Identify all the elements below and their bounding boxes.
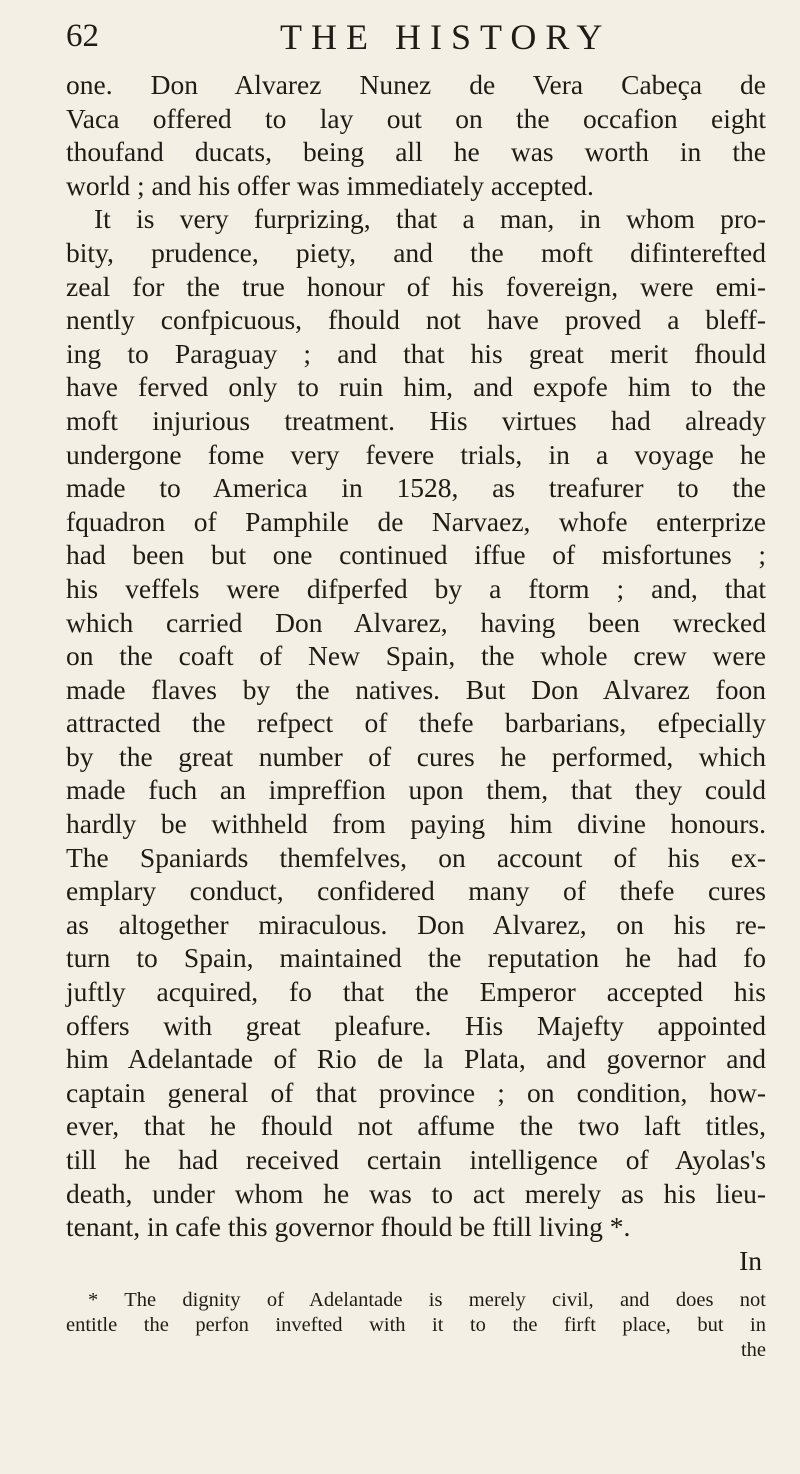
footnote bbox=[66, 1288, 766, 1363]
text-line: undergone fome very fevere trials, in a voyage he bbox=[66, 438, 766, 470]
text-line: bity, prudence, piety, and the moft difinterefted bbox=[66, 236, 766, 268]
text-line: moft injurious treatment. His virtues had already bbox=[66, 404, 766, 436]
text-line: hardly be withheld from paying him divine honours. bbox=[66, 808, 766, 840]
running-title: THE HISTORY bbox=[280, 17, 612, 57]
text-line: till he had received certain intelligence of Ayolas's bbox=[66, 1144, 766, 1175]
text-line: The Spaniards themfelves, on account of his ex- bbox=[66, 841, 766, 873]
text-line: juftly acquired, fo that the Emperor accepted his bbox=[66, 976, 766, 1008]
footnote-line: * The dignity of Adelantade is merely civil, and does not bbox=[88, 1289, 766, 1311]
text-line: had been but one continued iffue of misfortunes ; bbox=[66, 539, 766, 571]
text-line: thoufand ducats, being all he was worth in the bbox=[66, 136, 766, 168]
text-line: have ferved only to ruin him, and expofe him to the bbox=[66, 371, 766, 403]
text-line: made flaves by the natives. But Don Alvarez foon bbox=[66, 673, 766, 705]
text-line: which carried Don Alvarez, having been wrecked bbox=[66, 606, 766, 638]
text-line: ing to Paraguay ; and that his great merit fhould bbox=[66, 337, 766, 369]
text-line: as altogether miraculous. Don Alvarez, on his re- bbox=[66, 908, 766, 940]
text-line: zeal for the true honour of his fovereign, were emi- bbox=[66, 270, 766, 302]
text-line: him Adelantade of Rio de la Plata, and governor and bbox=[66, 1043, 766, 1075]
footnote-catchword: the bbox=[740, 1339, 766, 1361]
text-line: tenant, in cafe this governor fhould be ftill living *. bbox=[66, 1211, 631, 1243]
text-line: offers with great pleafure. His Majefty appointed bbox=[66, 1009, 766, 1041]
text-line: fquadron of Pamphile de Narvaez, whofe enterprize bbox=[66, 505, 766, 537]
text-line: captain general of that province ; on condition, how- bbox=[66, 1076, 766, 1108]
page-number: 62 bbox=[66, 18, 99, 54]
text-line: nently confpicuous, fhould not have proved a bleff- bbox=[66, 304, 766, 336]
page-header bbox=[0, 10, 800, 60]
body-text bbox=[66, 68, 766, 1278]
footnote-line: entitle the perfon invefted with it to the firft place, but in bbox=[66, 1314, 766, 1336]
text-line: on the coaft of New Spain, the whole crew were bbox=[66, 640, 766, 672]
text-line: made fuch an impreffion upon them, that they could bbox=[66, 774, 766, 806]
text-line: emplary conduct, confidered many of thefe cures bbox=[66, 875, 766, 907]
text-line: world ; and his offer was immediately accepted. bbox=[66, 169, 594, 201]
text-line: death, under whom he was to act merely as his lieu- bbox=[66, 1177, 766, 1209]
text-line: made to America in 1528, as treafurer to the bbox=[66, 472, 766, 504]
text-line: ever, that he fhould not affume the two laft titles, bbox=[66, 1110, 766, 1142]
text-line: Vaca offered to lay out on the occafion eight bbox=[66, 102, 766, 134]
text-line: by the great number of cures he performed, which bbox=[66, 740, 766, 772]
text-line: attracted the refpect of thefe barbarians, efpecially bbox=[66, 707, 766, 739]
text-line: It is very furprizing, that a man, in whom pro- bbox=[94, 203, 766, 235]
text-line: turn to Spain, maintained the reputation he had fo bbox=[66, 942, 766, 974]
text-line: his veffels were difperfed by a ftorm ; and, that bbox=[66, 572, 766, 604]
catchword: In bbox=[739, 1244, 762, 1276]
text-line: one. Don Alvarez Nunez de Vera Cabeça de bbox=[66, 69, 766, 100]
